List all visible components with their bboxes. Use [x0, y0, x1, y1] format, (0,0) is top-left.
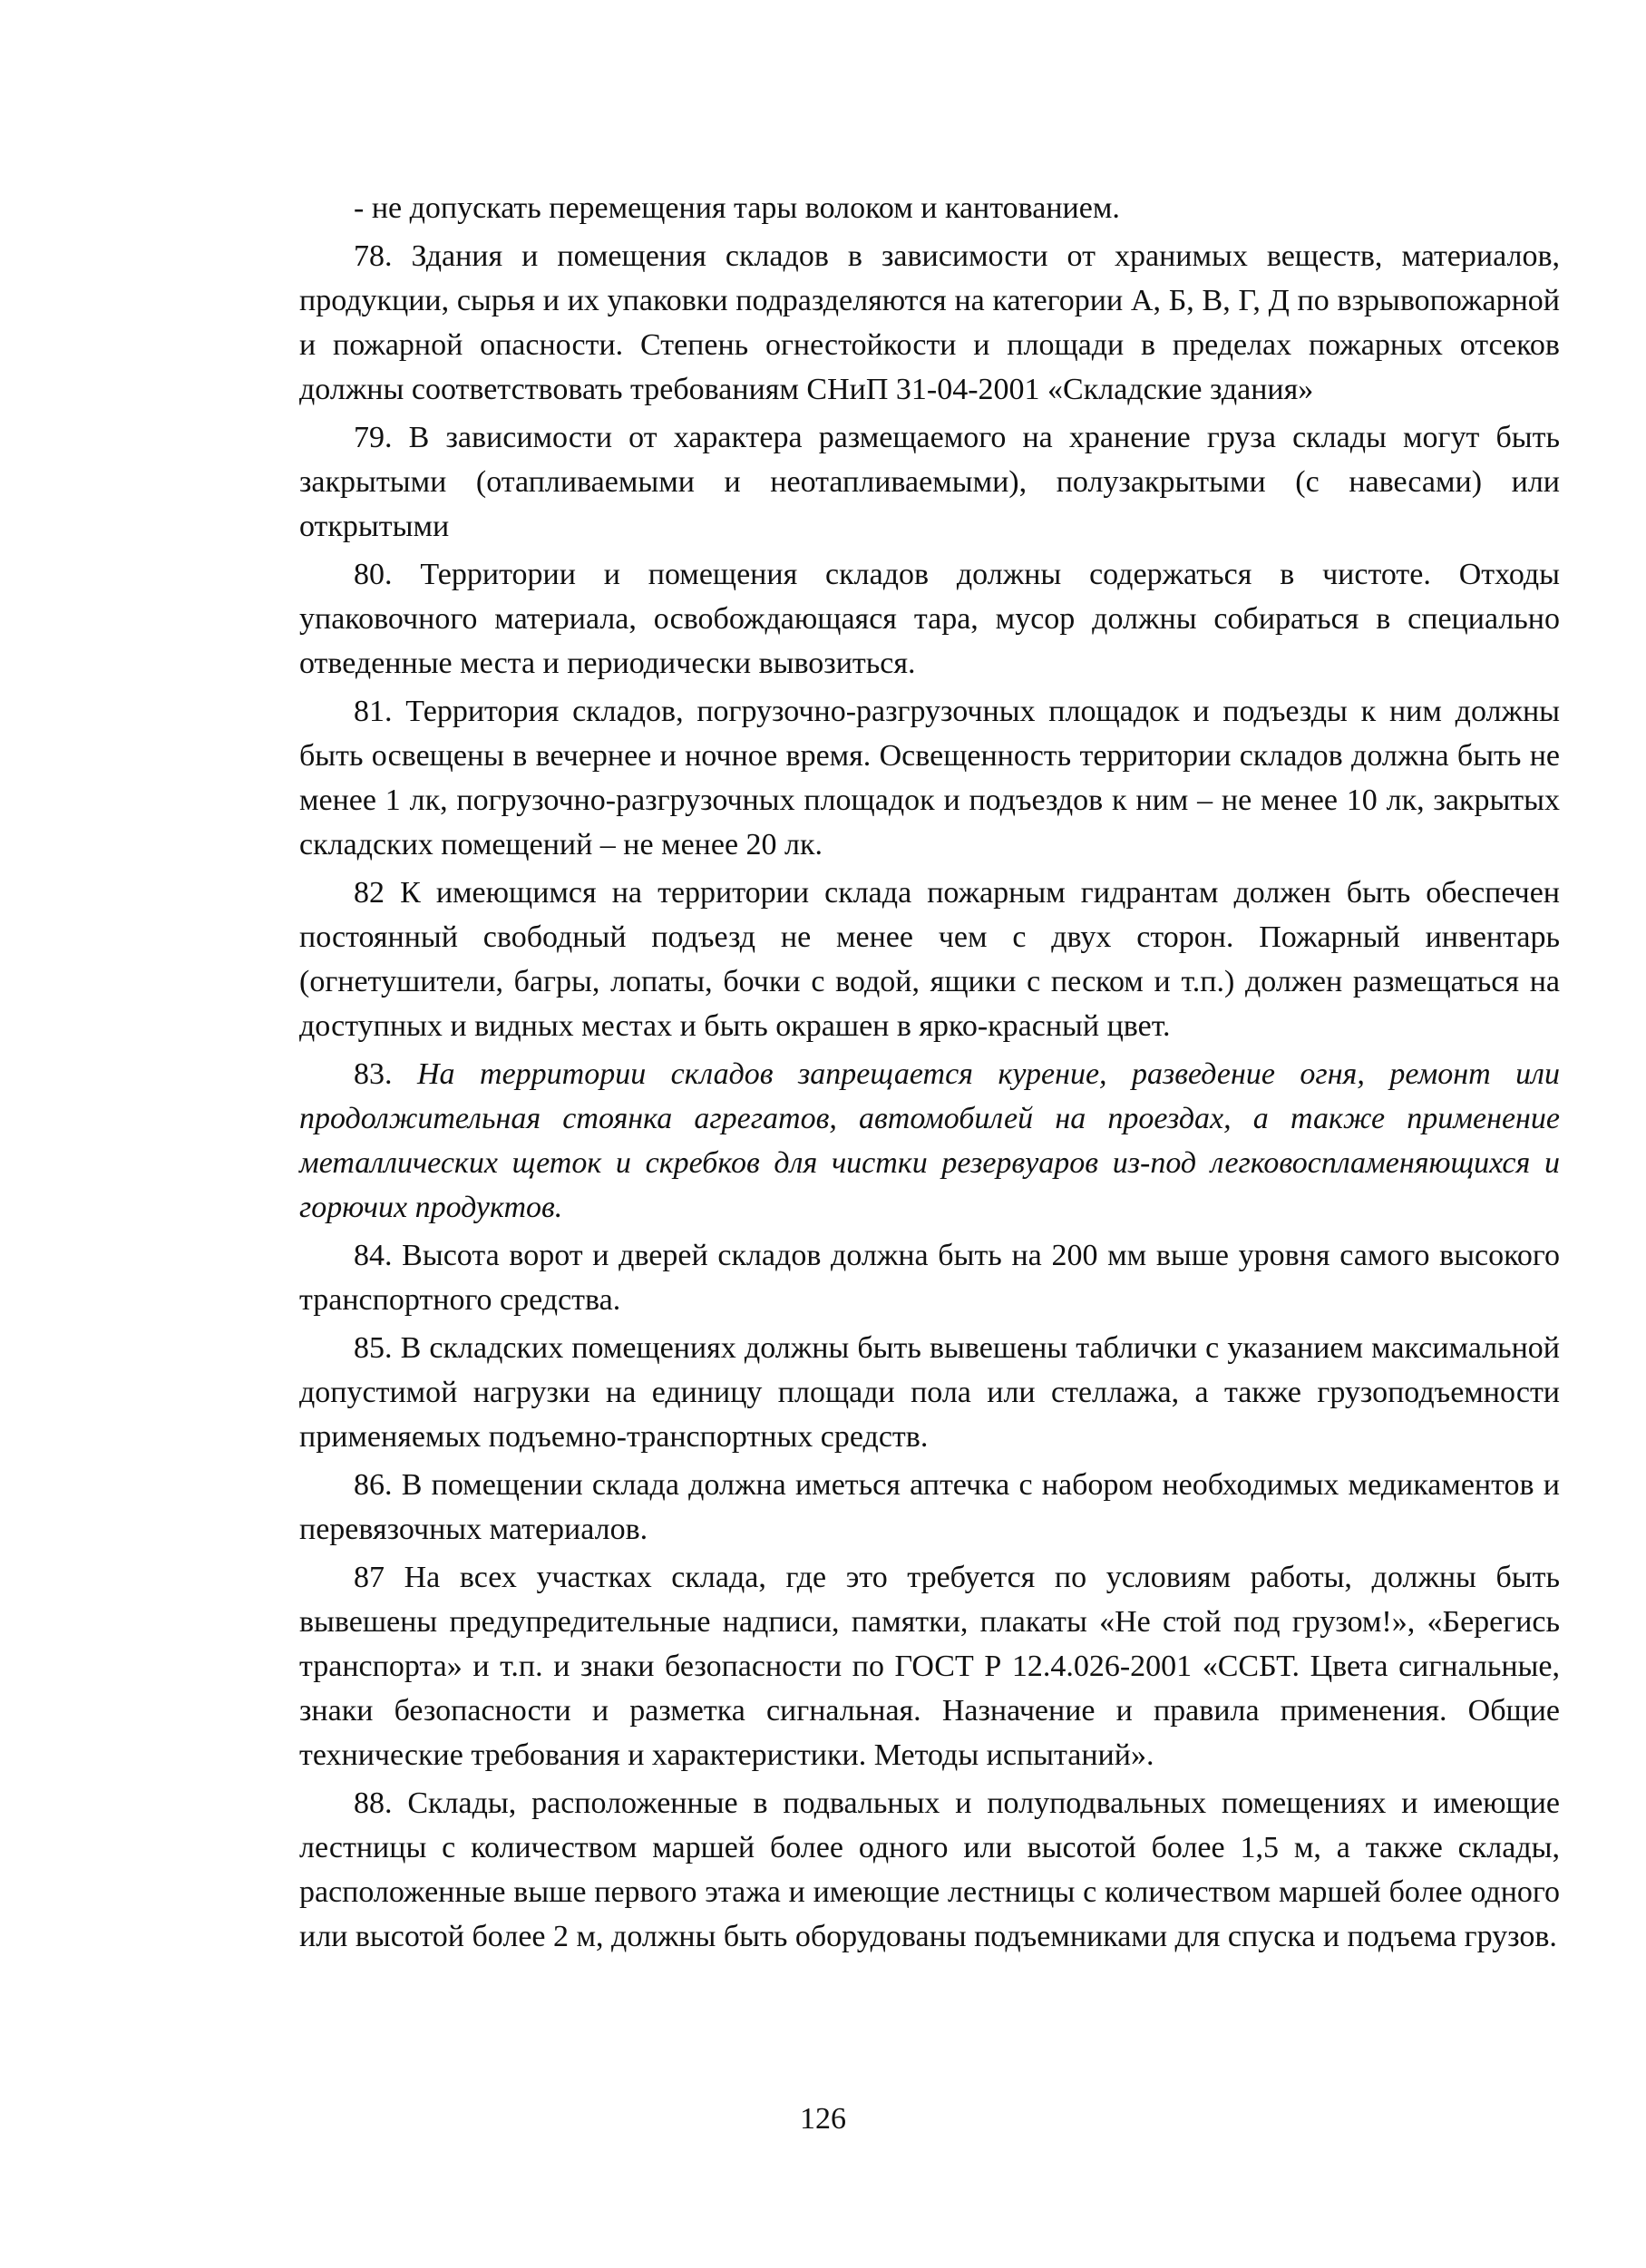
- paragraph-83: [299, 1052, 1560, 1230]
- paragraph-dash-item: - не допускать перемещения тары волоком и кантованием.: [354, 191, 1120, 225]
- page-number: 126: [800, 2102, 846, 2136]
- paragraph-83-number: 83.: [354, 1057, 393, 1091]
- paragraph-84: 84. Высота ворот и дверей складов должна быть на 200 мм выше уровня самого высокого транспортного средства.: [299, 1239, 1560, 1317]
- paragraph-79: 79. В зависимости от характера размещаемого на хранение груза склады могут быть закрытыми (отапливаемыми и неотапливаемыми), полузакрытыми (с навесами) или открытыми: [299, 421, 1560, 543]
- paragraph-81: 81. Территория складов, погрузочно-разгрузочных площадок и подъезды к ним должны быть освещены в вечернее и ночное время. Освещенность территории складов должна быть не менее 1 лк, погрузочно-разгрузочных площадок и подъездов к ним – не менее 10 лк, закрытых складских помещений – не менее 20 лк.: [299, 695, 1560, 861]
- paragraph-82: 82 К имеющимся на территории склада пожарным гидрантам должен быть обеспечен постоянный свободный подъезд не менее чем с двух сторон. Пожарный инвентарь (огнетушители, багры, лопаты, бочки с водой, ящики с песком и т.п.) должен размещаться на доступных и видных местах и быть окрашен в ярко-красный цвет.: [299, 876, 1560, 1043]
- paragraph-83-italic-text: На территории складов запрещается курение, разведение огня, ремонт или продолжительная стоянка агрегатов, автомобилей на проездах, а также применение металлических щеток и скребков для чистки резервуаров из-под легковоспламеняющихся и горючих продуктов.: [299, 1057, 1560, 1224]
- paragraph-86: 86. В помещении склада должна иметься аптечка с набором необходимых медикаментов и перевязочных материалов.: [299, 1468, 1560, 1546]
- paragraph-85: 85. В складских помещениях должны быть вывешены таблички с указанием максимальной допустимой нагрузки на единицу площади пола или стеллажа, а также грузоподъемности применяемых подъемно-транспортных средств.: [299, 1331, 1560, 1454]
- paragraph-88: 88. Склады, расположенные в подвальных и полуподвальных помещениях и имеющие лестницы с количеством маршей более одного или высотой более 1,5 м, а также склады, расположенные выше первого этажа и имеющие лестницы с количеством маршей более одного или высотой более 2 м, должны быть оборудованы подъемниками для спуска и подъема грузов.: [299, 1786, 1560, 1953]
- paragraph-80: 80. Территории и помещения складов должны содержаться в чистоте. Отходы упаковочного материала, освобождающаяся тара, мусор должны собираться в специально отведенные места и периодически вывозиться.: [299, 558, 1560, 680]
- paragraph-87: 87 На всех участках склада, где это требуется по условиям работы, должны быть вывешены предупредительные надписи, памятки, плакаты «Не стой под грузом!», «Берегись транспорта» и т.п. и знаки безопасности по ГОСТ Р 12.4.026-2001 «ССБТ. Цвета сигнальные, знаки безопасности и разметка сигнальная. Назначение и правила применения. Общие технические требования и характеристики. Методы испытаний».: [299, 1561, 1560, 1772]
- paragraph-78: 78. Здания и помещения складов в зависимости от хранимых веществ, материалов, продукции, сырья и их упаковки подразделяются на категории А, Б, В, Г, Д по взрывопожарной и пожарной опасности. Степень огнестойкости и площади в пределах пожарных отсеков должны соответствовать требованиям СНиП 31-04-2001 «Складские здания»: [299, 239, 1560, 406]
- page-body: [299, 186, 1560, 1962]
